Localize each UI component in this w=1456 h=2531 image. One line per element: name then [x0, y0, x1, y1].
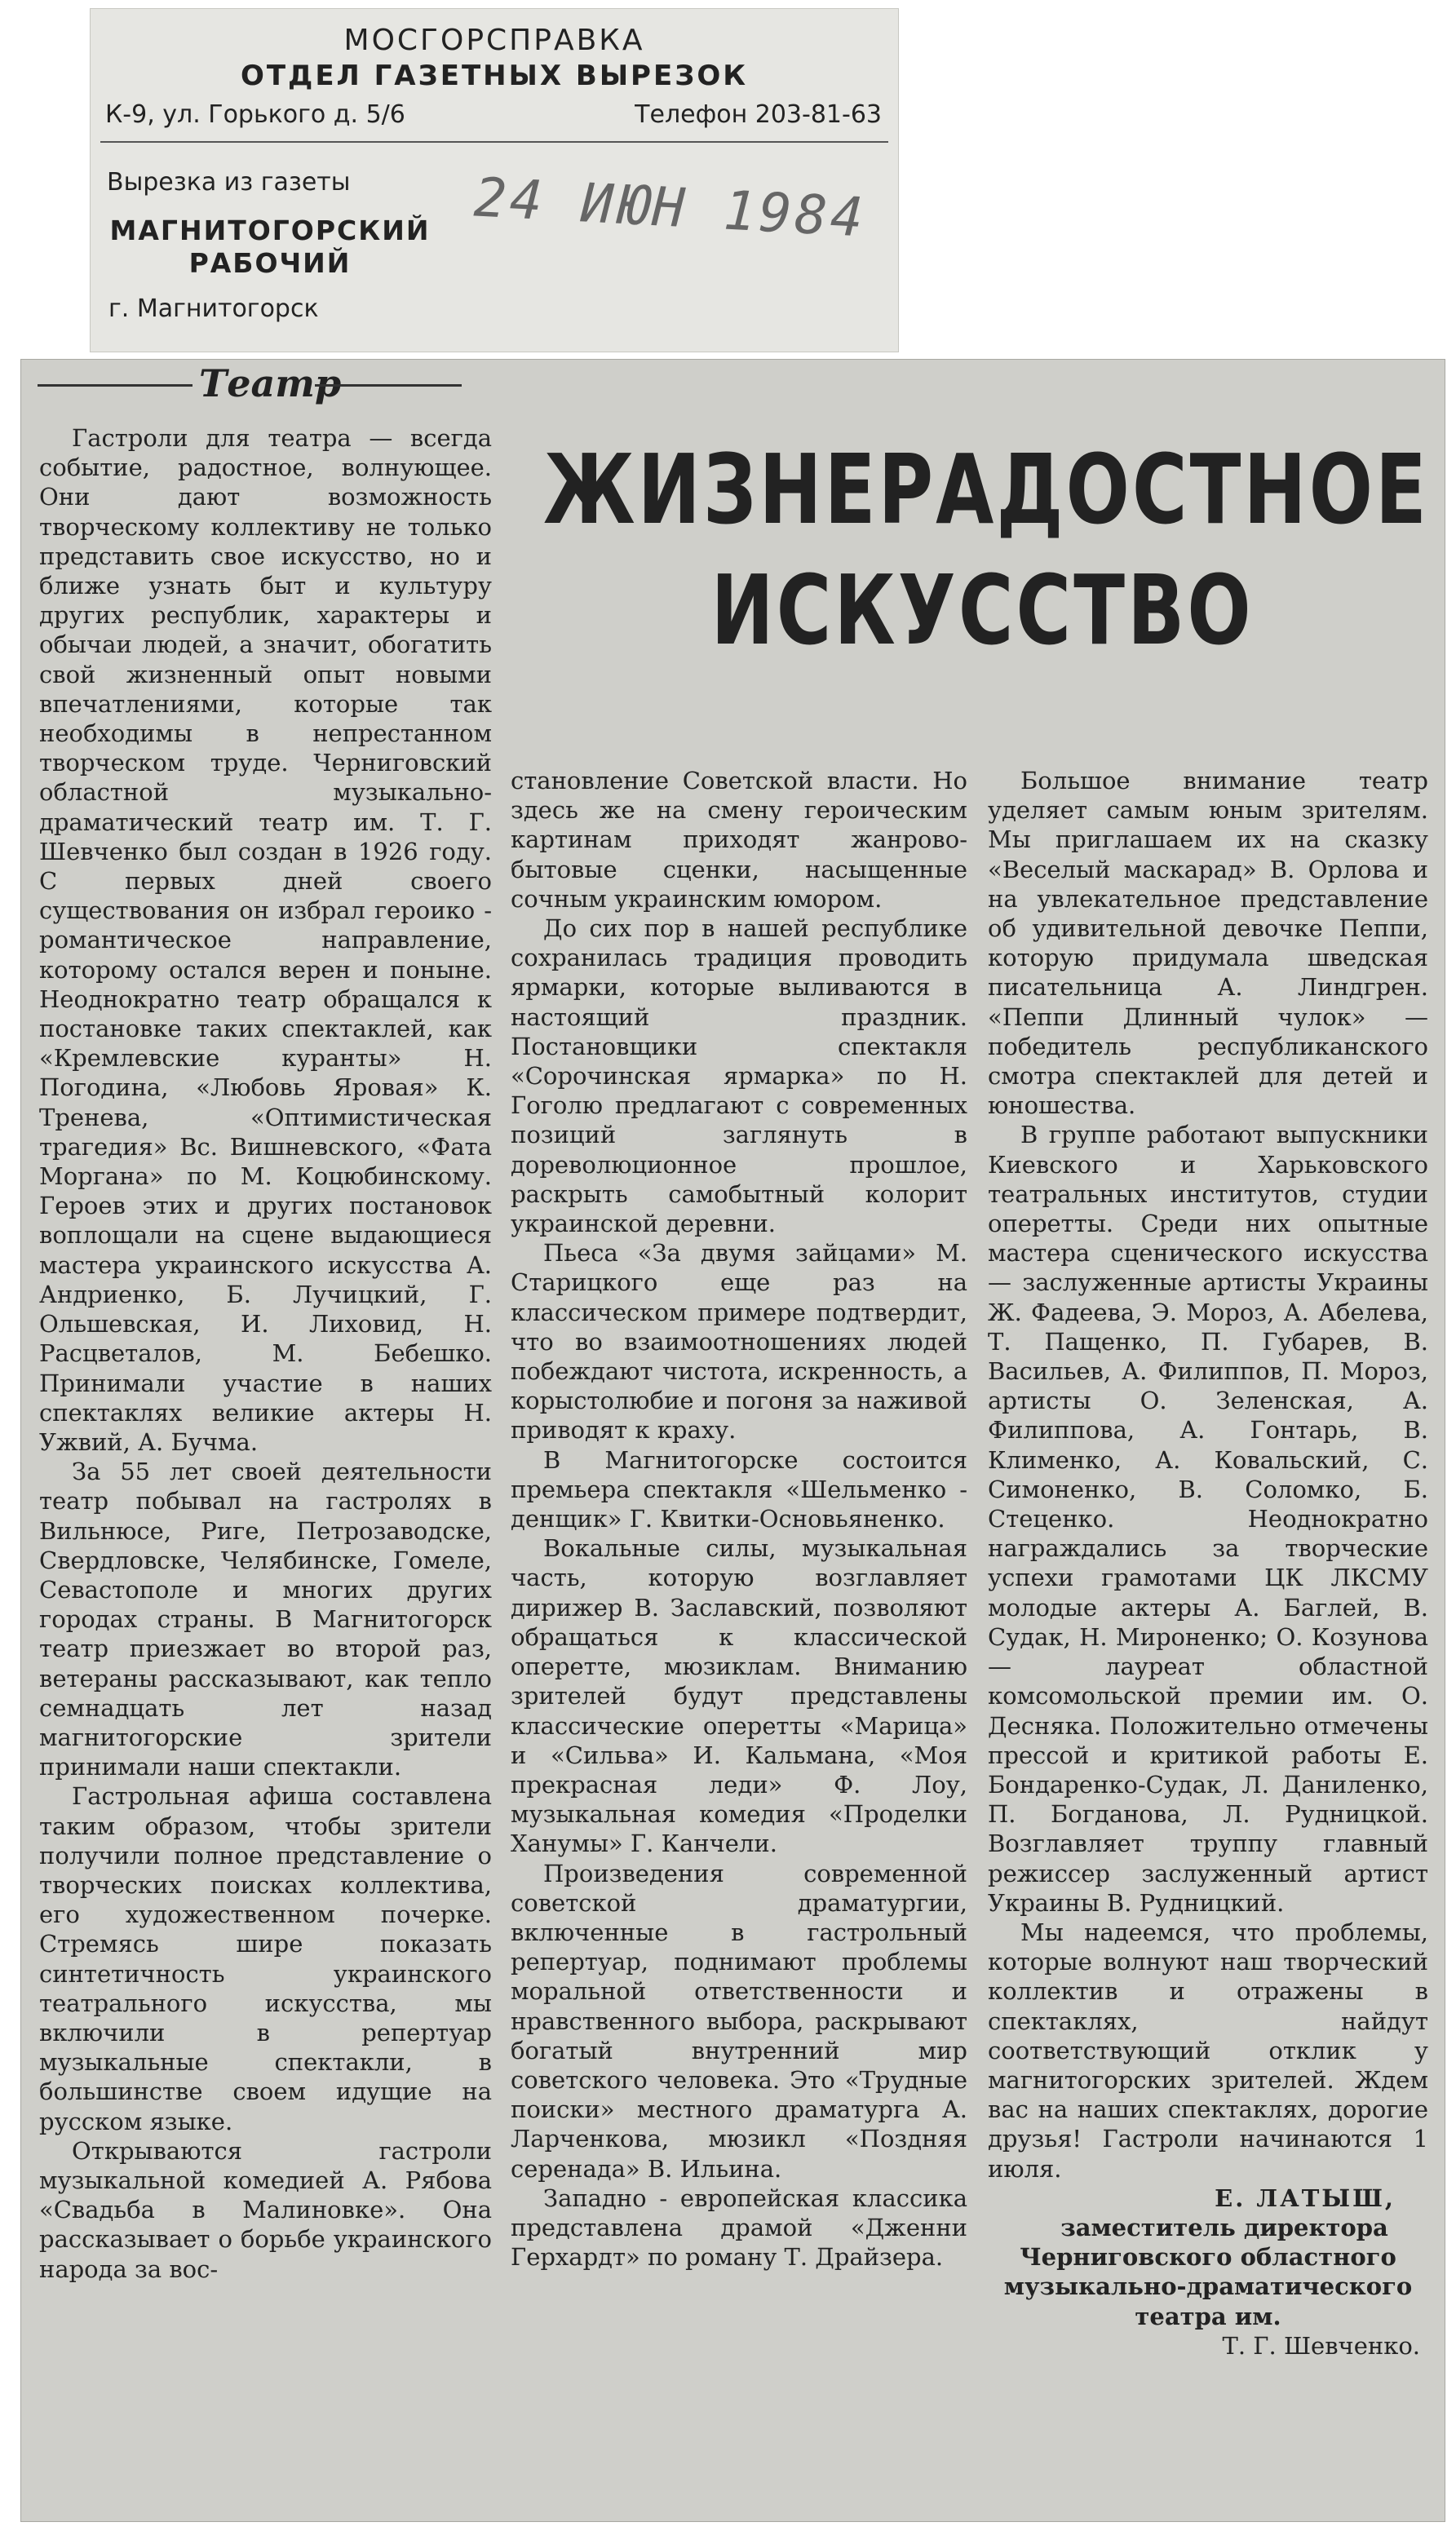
rubric-rule-left — [38, 384, 193, 387]
paragraph: До сих пор в нашей республике сохранилась традиция проводить ярмарки, которые выливаются в настоящий праздник. Постановщики спектакля «Сорочинская ярмарка» по Н. Гоголю предлагают с современных позиций заглянуть в дореволюционное прошлое, раскрыть самобытный колорит украинской деревни. — [511, 914, 967, 1238]
agency-address: К-9, ул. Горького д. 5/6 — [105, 100, 405, 129]
author-position: заместитель директора Черниговского областного музыкально-драматического театра им. — [1003, 2213, 1413, 2330]
paragraph: Вокальные силы, музыкальная часть, которую возглавляет дирижер В. Заславский, позволяют обращаться к классической оперетте, мюзиклам. Вниманию зрителей будут представлены классические оперетты «Марица» и «Сильва» И. Кальмана, «Моя прекрасная леди» Ф. Лоу, музыкальная комедия «Проделки Ханумы» Г. Канчели. — [511, 1534, 967, 1858]
newspaper-city: г. Магнитогорск — [108, 294, 319, 323]
article-column-3 — [988, 766, 1428, 2361]
headline-line-1: ЖИЗНЕРАДОСТНОЕ — [543, 433, 1430, 546]
article-column-2 — [511, 766, 967, 2272]
paragraph: Произведения современной советской драматургии, включенные в гастрольный репертуар, поднимают проблемы моральной ответственности и нравственного выбора, раскрывают богатый внутренний мир советского человека. Это «Трудные поиски» местного драматурга А. Ларченкова, мюзикл «Поздняя серенада» В. Ильина. — [511, 1859, 967, 2183]
article-column-1 — [39, 423, 492, 2284]
agency-phone: Телефон 203-81-63 — [635, 100, 882, 129]
paragraph: Гастрольная афиша составлена таким образом, чтобы зрители получили полное представление о творческих поисках коллектива, его художественном почерке. Стремясь шире показать синтетичность украинского театрального искусства, мы включили в репертуар музыкальные спектакли, в большинстве своем идущие на русском языке. — [39, 1782, 492, 2135]
newspaper-clipping — [20, 359, 1445, 2522]
clipping-service-slip — [90, 8, 899, 352]
paragraph: Пьеса «За двумя зайцами» М. Старицкого еще раз на классическом примере подтвердит, что во взаимоотношениях людей побеждают чистота, искренность, а корыстолюбие и погоня за наживой приводят к краху. — [511, 1239, 967, 1445]
paragraph: В группе работают выпускники Киевского и Харьковского театральных институтов, студии оперетты. Среди них опытные мастера сценического искусства — заслуженные артисты Украины Ж. Фадеева, Э. Мороз, А. Абелева, Т. Пащенко, П. Губарев, В. Васильев, А. Филиппов, П. Мороз, артисты О. Зеленская, А. Филиппова, А. Гонтарь, В. Клименко, А. Ковальский, С. Симоненко, В. Соломко, Б. Стеценко. Неоднократно награждались за творческие успехи грамотами ЦК ЛКСМУ молодые актеры А. Баглей, В. Судак, Н. Мироненко; О. Козунова — лауреат областной комсомольской премии им. О. Десняка. Положительно отмечены прессой и критикой работы Е. Бондаренко-Судак, Л. Даниленко, П. Богданова, Л. Рудницкой. Возглавляет труппу главный режиссер заслуженный артист Украины В. Рудницкий. — [988, 1121, 1428, 1917]
paragraph: Мы надеемся, что проблемы, которые волнуют наш творческий коллектив и отражены в спектаклях, найдут соответствующий отклик у магнитогорских зрителей. Ждем вас на наших спектаклях, дорогие друзья! Гастроли начинаются 1 июля. — [988, 1918, 1428, 2183]
headline-line-2: ИСКУССТВО — [710, 554, 1254, 666]
rubric-rule-right — [315, 384, 462, 387]
agency-name: МОСГОРСПРАВКА — [343, 24, 645, 57]
department-name: ОТДЕЛ ГАЗЕТНЫХ ВЫРЕЗОК — [240, 60, 749, 92]
paragraph: В Магнитогорске состоится премьера спектакля «Шельменко - денщик» Г. Квитки-Основьяненко. — [511, 1445, 967, 1533]
theatre-name: Т. Г. Шевченко. — [1222, 2331, 1420, 2360]
paragraph: Западно - европейская классика представлена драмой «Дженни Герхардт» по роману Т. Драйзера. — [511, 2184, 967, 2272]
paragraph: Открываются гастроли музыкальной комедией А. Рябова «Свадьба в Малиновке». Она рассказывает о борьбе украинского народа за вос- — [39, 2136, 492, 2283]
rubric — [21, 360, 478, 409]
paragraph: становление Советской власти. Но здесь же на смену героическим картинам приходят жанрово-бытовые сценки, насыщенные сочным украинским юмором. — [511, 767, 967, 913]
paragraph: За 55 лет своей деятельности театр побывал на гастролях в Вильнюсе, Риге, Петрозаводске, Свердловске, Челябинске, Гомеле, Севастополе и многих других городах страны. В Магнитогорск театр приезжает во второй раз, ветераны рассказывают, как тепло семнадцать лет назад магнитогорские зрители принимали наши спектакли. — [39, 1458, 492, 1781]
newspaper-name: МАГНИТОГОРСКИЙ РАБОЧИЙ — [109, 215, 431, 279]
paragraph: Большое внимание театр уделяет самым юным зрителям. Мы приглашаем их на сказку «Веселый маскарад» В. Орлова и на увлекательное представление об удивительной девочке Пеппи, которую придумала шведская писательница А. Линдгрен. «Пеппи Длинный чулок» — победитель республиканского смотра спектаклей для детей и юношества. — [988, 767, 1428, 1120]
author-name: Е. ЛАТЫШ, — [1215, 2184, 1396, 2212]
clipping-label: Вырезка из газеты — [107, 168, 351, 197]
slip-divider — [100, 141, 888, 143]
rubric-title: Театр — [199, 361, 342, 405]
paragraph: Гастроли для театра — всегда событие, радостное, волнующее. Они дают возможность творческому коллективу не только представить свое искусство, но и ближе узнать быт и культуру других республик, характеры и обычаи людей, а значит, обогатить свой жизненный опыт новыми впечатлениями, которые так необходимы в непрестанном творческом труде. Черниговский областной музыкально-драматический театр им. Т. Г. Шевченко был создан в 1926 году. С первых дней своего существования он избрал героико - романтическое направление, которому остался верен и поныне. Неоднократно театр обращался к постановке таких спектаклей, как «Кремлевские куранты» Н. Погодина, «Любовь Яровая» К. Тренева, «Оптимистическая трагедия» Вс. Вишневского, «Фата Моргана» по М. Коцюбинскому. Героев этих и других постановок воплощали на сцене выдающиеся мастера украинского искусства А. Андриенко, Б. Лучицкий, Г. Ольшевская, И. Лиховид, Н. Расцветалов, М. Бебешко. Принимали участие в наших спектаклях великие актеры Н. Ужвий, А. Бучма. — [39, 424, 492, 1456]
article-headline — [543, 429, 1430, 670]
date-stamp: 24 ИЮН 1984 — [472, 166, 868, 250]
